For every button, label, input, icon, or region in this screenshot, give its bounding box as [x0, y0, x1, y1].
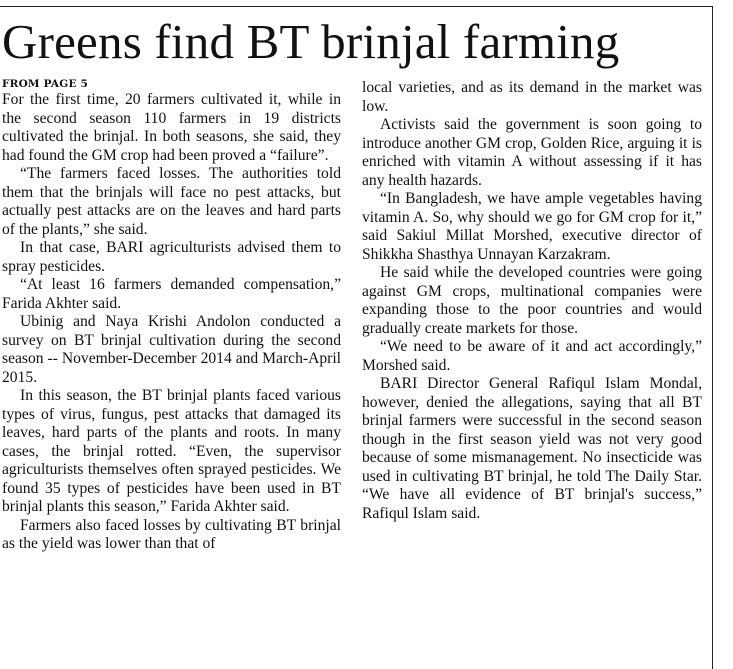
headline: Greens find BT brinjal farming [2, 14, 620, 69]
paragraph: In this season, the BT brinjal plants faced various types of virus, fungus, pest attacks that damaged its leaves, hard parts of the plants and roots. In many cases, the brinjal rotted. “Even, the supervisor agriculturists themselves often sprayed pesticides. We found 35 types of pesticides have been used in BT brinjal plants this season,” Farida Akhter said. [2, 387, 341, 515]
paragraph: Activists said the government is soon going to introduce another GM crop, Golden Rice, arguing it is enriched with vitamin A without assessing if it has any health hazards. [362, 116, 702, 189]
paragraph: local varieties, and as its demand in the market was low. [362, 79, 702, 115]
paragraph: In that case, BARI agriculturists advised them to spray pesticides. [2, 239, 341, 275]
paragraph: Ubinig and Naya Krishi Andolon conducted a survey on BT brinjal cultivation during the second season -- November-December 2014 and March-April 2015. [2, 313, 341, 386]
paragraph: He said while the developed countries were going against GM crops, multinational companies were expanding those to the poor countries and would gradually create markets for those. [362, 264, 702, 337]
top-rule [0, 6, 712, 7]
jump-line: FROM PAGE 5 [2, 78, 89, 90]
column-rule [712, 6, 713, 669]
article-column-left [2, 78, 341, 554]
paragraph: “At least 16 farmers demanded compensation,” Farida Akhter said. [2, 276, 341, 312]
paragraph: “We need to be aware of it and act accordingly,” Morshed said. [362, 338, 702, 374]
paragraph: BARI Director General Rafiqul Islam Mondal, however, denied the allegations, saying that all BT brinjal farmers were successful in the second season though in the first season yield was not very good because of some mismanagement. No insecticide was used in cultivating BT brinjal, he told The Daily Star. “We have all evidence of BT brinjal's success,” Rafiqul Islam said. [362, 375, 702, 522]
paragraph: For the first time, 20 farmers cultivated it, while in the second season 110 farmers in 19 districts cultivated the brinjal. In both seasons, she said, they had found the GM crop had been proved a “failure”. [2, 91, 341, 164]
paragraph: “The farmers faced losses. The authorities told them that the brinjals will face no pest attacks, but actually pest attacks are on the leaves and hard parts of the plants,” she said. [2, 165, 341, 238]
article-column-right [362, 79, 702, 523]
paragraph: “In Bangladesh, we have ample vegetables having vitamin A. So, why should we go for GM crop for it,” said Sakiul Millat Morshed, executive director of Shikkha Shasthya Unnayan Karzakram. [362, 190, 702, 263]
paragraph: Farmers also faced losses by cultivating BT brinjal as the yield was lower than that of [2, 516, 341, 552]
